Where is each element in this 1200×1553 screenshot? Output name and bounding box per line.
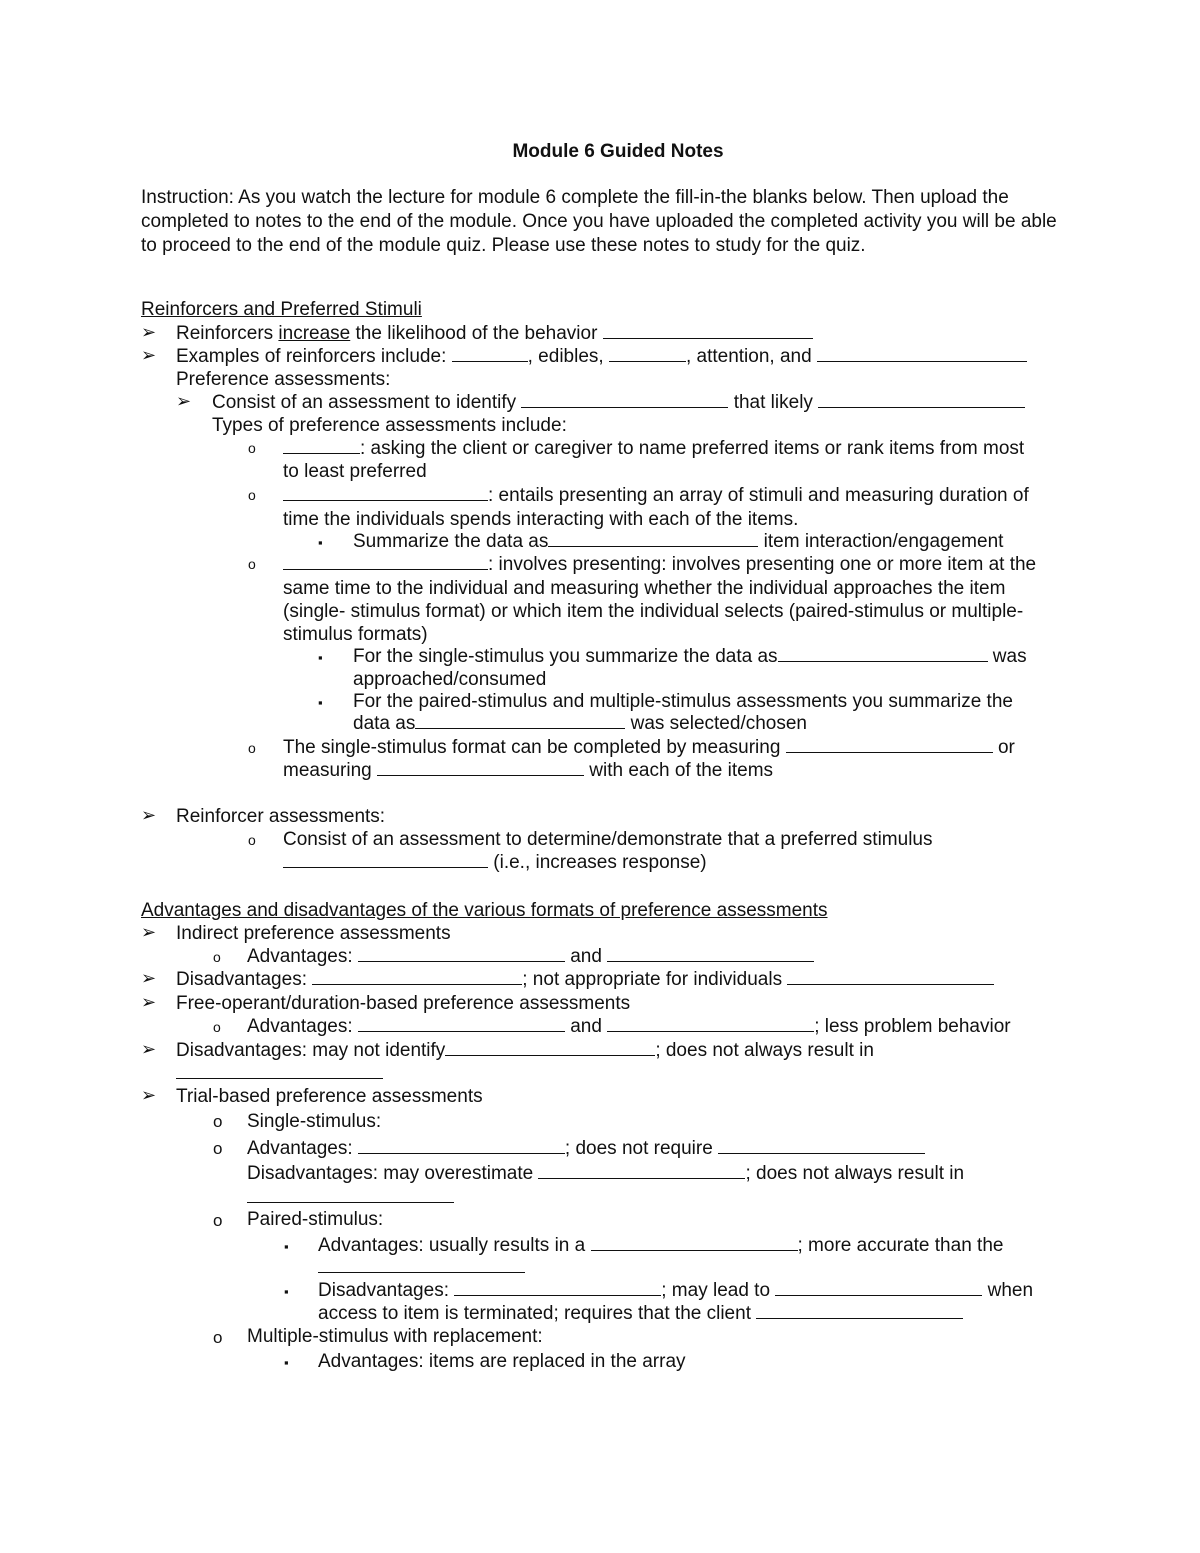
line-consist-determine: Consist of an assessment to determine/demonstrate that a preferred stimulus [283,829,933,850]
line-least-preferred: to least preferred [283,461,427,482]
line-paired-advantages: Advantages: usually results in a ; more accurate than the [318,1235,1004,1256]
instruction-paragraph: Instruction: As you watch the lecture for module 6 complete the fill-in-the blanks below. Then upload the completed to notes to the end of the module. Once you have uploaded the completed activity you will be able to proceed to the end of the module quiz. Please use these notes to study for the quiz. [141,187,1057,256]
arrow-bullet-icon: ➢ [176,391,192,411]
arrow-bullet-icon: ➢ [141,805,157,825]
line-consist-identify: Consist of an assessment to identify that likely [212,391,1025,414]
line-indirect-advantages: Advantages: and [247,945,814,968]
fill-blank[interactable] [312,969,522,985]
line-indirect-disadvantages: Disadvantages: ; not appropriate for individuals [176,968,994,991]
line-approached-consumed: approached/consumed [353,669,547,690]
line-single-stimulus: Single-stimulus: [247,1111,382,1132]
line-single-stimulus-summarize: For the single-stimulus you summarize the data as was [353,646,1027,667]
line-examples-reinforcers: Examples of reinforcers include: , edibles, , attention, and [176,345,1027,368]
square-bullet-icon: ▪ [318,650,323,665]
line-measuring-each: measuring with each of the items [283,760,774,781]
line-free-operant-disadvantages: Disadvantages: may not identify ; does not always result in [176,1040,874,1061]
line-indirect-assessments: Indirect preference assessments [176,923,451,944]
fill-blank[interactable] [607,1016,814,1032]
square-bullet-icon: ▪ [284,1355,289,1370]
circle-bullet-icon: o [248,487,256,503]
circle-bullet-icon: o [248,832,256,848]
fill-blank[interactable] [445,1040,655,1056]
square-bullet-icon: ▪ [284,1284,289,1299]
arrow-bullet-icon: ➢ [141,922,157,942]
fill-blank[interactable] [521,392,728,408]
line-reinforcers-increase: Reinforcers increase the likelihood of the behavior [176,322,813,345]
line-paired-disadvantages: Disadvantages: ; may lead to when [318,1280,1034,1301]
line-single-stimulus-disadvantages: Disadvantages: may overestimate ; does not always result in [247,1163,965,1184]
fill-blank[interactable] [283,852,488,868]
line-trial-based-assessments: Trial-based preference assessments [176,1086,483,1107]
fill-blank[interactable] [607,946,814,962]
line-free-operant-type: : entails presenting an array of stimuli and measuring duration of [283,484,1029,507]
arrow-bullet-icon: ➢ [141,968,157,988]
section-heading-reinforcers: Reinforcers and Preferred Stimuli [141,299,422,320]
arrow-bullet-icon: ➢ [141,345,157,365]
fill-blank[interactable] [377,760,584,776]
fill-blank[interactable] [591,1235,798,1251]
line-preference-assessments: Preference assessments: [176,369,391,390]
line-time-spends: time the individuals spends interacting with each of the items. [283,509,799,530]
line-free-operant-assessments: Free-operant/duration-based preference assessments [176,993,631,1014]
line-multiple-advantages: Advantages: items are replaced in the array [318,1351,686,1372]
fill-blank[interactable] [176,1063,383,1079]
line-free-operant-advantages: Advantages: and ; less problem behavior [247,1016,1011,1037]
circle-bullet-icon: o [248,440,256,456]
fill-blank[interactable] [603,323,813,339]
fill-blank[interactable] [775,1280,982,1296]
square-bullet-icon: ▪ [318,535,323,550]
line-continued-blank [318,1256,525,1279]
arrow-bullet-icon: ➢ [141,1039,157,1059]
fill-blank[interactable] [283,554,488,570]
line-single-stimulus-advantages: Advantages: ; does not require [247,1137,925,1160]
fill-blank[interactable] [358,1016,565,1032]
fill-blank[interactable] [778,646,988,662]
ring-bullet-icon: o [213,1112,223,1131]
circle-bullet-icon: o [213,1019,221,1035]
fill-blank[interactable] [756,1303,963,1319]
line-same-time: same time to the individual and measuring whether the individual approaches the item [283,578,1006,599]
fill-blank[interactable] [358,946,565,962]
fill-blank[interactable] [247,1187,454,1203]
fill-blank[interactable] [358,1138,565,1154]
arrow-bullet-icon: ➢ [141,322,157,342]
ring-bullet-icon: o [213,1328,223,1347]
fill-blank[interactable] [718,1138,925,1154]
arrow-bullet-icon: ➢ [141,992,157,1012]
circle-bullet-icon: o [248,740,256,756]
page-title: Module 6 Guided Notes [512,141,724,162]
fill-blank[interactable] [609,346,686,362]
fill-blank[interactable] [283,438,360,454]
line-increases-response: (i.e., increases response) [283,851,707,874]
square-bullet-icon: ▪ [284,1239,289,1254]
fill-blank[interactable] [818,392,1025,408]
line-stimulus-formats: stimulus formats) [283,624,428,645]
line-multiple-stimulus: Multiple-stimulus with replacement: [247,1326,543,1347]
line-paired-stimulus: Paired-stimulus: [247,1209,384,1230]
fill-blank[interactable] [415,713,625,729]
ring-bullet-icon: o [213,1211,223,1230]
fill-blank[interactable] [454,1280,661,1296]
fill-blank[interactable] [817,346,1027,362]
fill-blank[interactable] [283,485,488,501]
line-single-stimulus-format: (single- stimulus format) or which item the individual selects (paired-stimulus or multiple- [283,601,1024,622]
circle-bullet-icon: o [248,556,256,572]
line-reinforcer-assessments: Reinforcer assessments: [176,806,386,827]
line-data-as-selected: data as was selected/chosen [353,713,807,734]
arrow-bullet-icon: ➢ [141,1085,157,1105]
line-continued-blank [176,1062,383,1085]
line-continued-blank [247,1186,454,1209]
line-types-preference: Types of preference assessments include: [212,415,567,436]
line-paired-multiple-summarize: For the paired-stimulus and multiple-stimulus assessments you summarize the [353,691,1013,712]
line-access-terminated: access to item is terminated; requires that the client [318,1302,963,1325]
line-single-stimulus-measuring: The single-stimulus format can be completed by measuring or [283,737,1015,758]
fill-blank[interactable] [548,531,758,547]
fill-blank[interactable] [787,969,994,985]
ring-bullet-icon: o [213,1139,223,1158]
line-trial-based-type: : involves presenting: involves presenting one or more item at the [283,553,1036,576]
line-indirect-type: : asking the client or caregiver to name preferred items or rank items from most [283,437,1024,460]
circle-bullet-icon: o [213,949,221,965]
square-bullet-icon: ▪ [318,695,323,710]
fill-blank[interactable] [786,737,993,753]
line-summarize-data: Summarize the data as item interaction/engagement [353,531,1004,552]
section-heading-advantages: Advantages and disadvantages of the various formats of preference assessments [141,900,828,921]
fill-blank[interactable] [538,1163,745,1179]
fill-blank[interactable] [318,1257,525,1273]
fill-blank[interactable] [452,346,528,362]
